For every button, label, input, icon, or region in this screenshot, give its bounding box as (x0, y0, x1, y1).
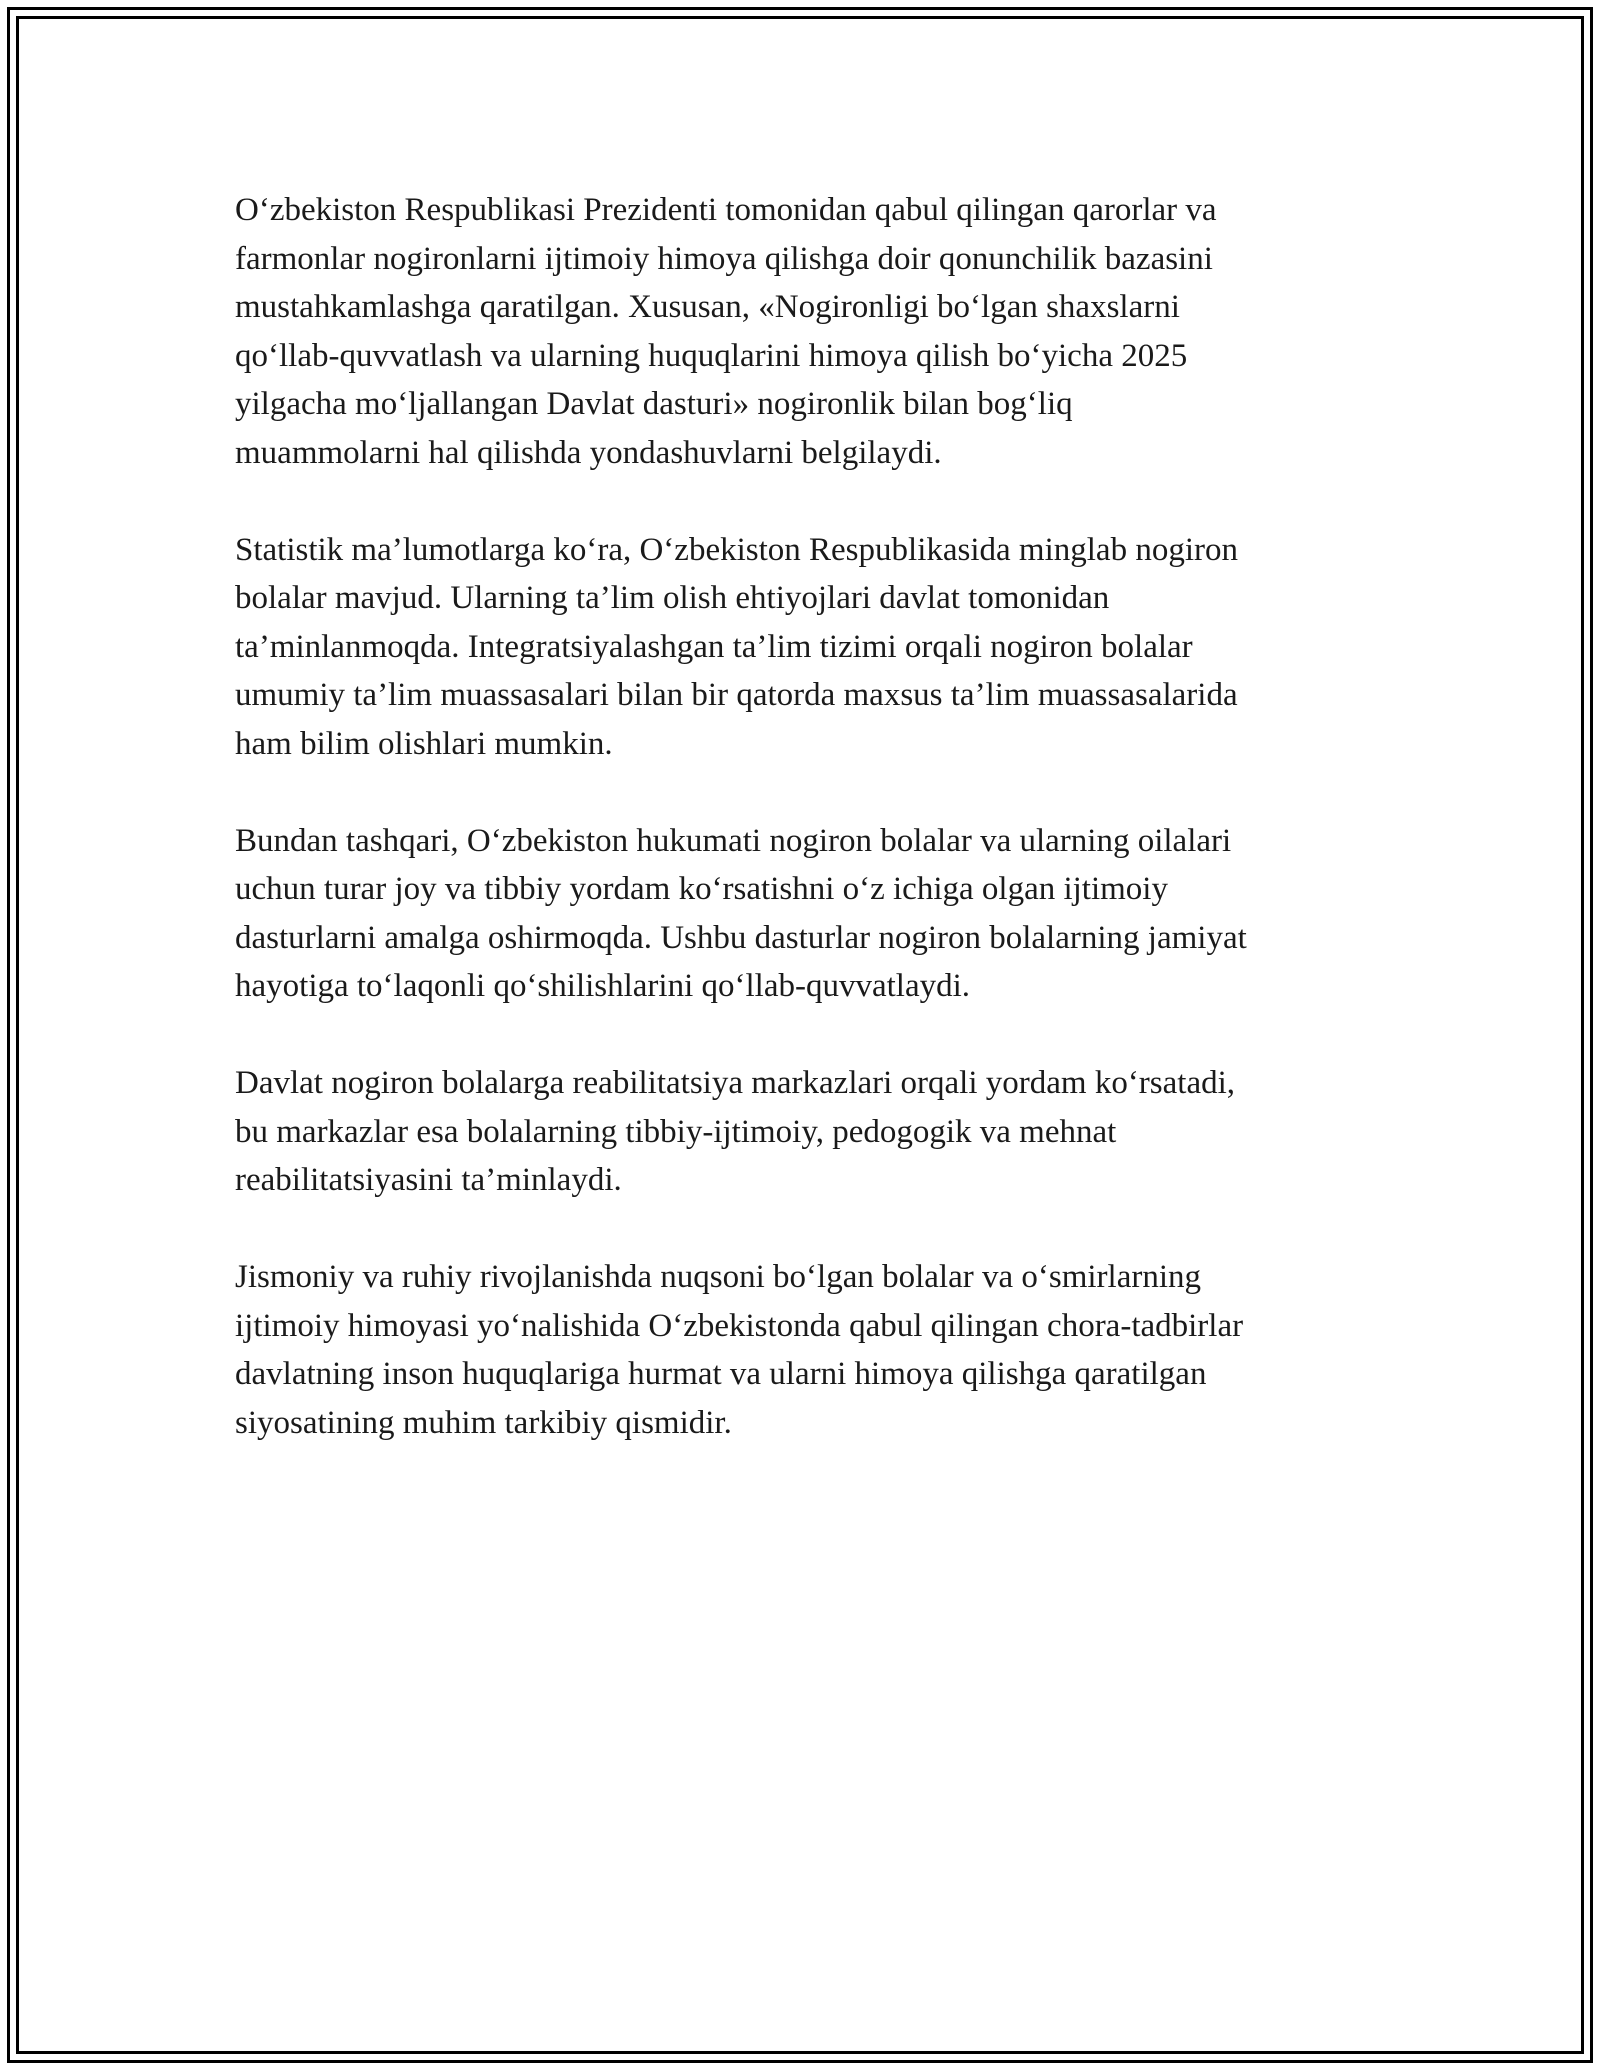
paragraph-legislation: O‘zbekiston Respublikasi Prezidenti tomonidan qabul qilingan qarorlar va farmonlar nogironlarni ijtimoiy himoya qilishga doir qonunchilik bazasini mustahkamlashga qaratilgan. Xususan, «Nogironligi bo‘lgan shaxslarni qo‘llab-quvvatlash va ularning huquqlarini himoya qilish bo‘yicha 2025 yilgacha mo‘ljallangan Davlat dasturi» nogironlik bilan bog‘liq muammolarni hal qilishda yondashuvlarni belgilaydi. (235, 192, 1217, 471)
document-body (235, 186, 1375, 1496)
paragraph-conclusion: Jismoniy va ruhiy rivojlanishda nuqsoni bo‘lgan bolalar va o‘smirlarning ijtimoiy himoyasi yo‘nalishida O‘zbekistonda qabul qilingan chora-tadbirlar davlatning inson huquqlariga hurmat va ularni himoya qilishga qaratilgan siyosatining muhim tarkibiy qismidir. (235, 1259, 1244, 1441)
paragraph-rehabilitation: Davlat nogiron bolalarga reabilitatsiya markazlari orqali yordam ko‘rsatadi, bu markazlar esa bolalarning tibbiy-ijtimoiy, pedogogik va mehnat reabilitatsiyasini ta’minlaydi. (235, 1065, 1236, 1198)
paragraph-social-programs: Bundan tashqari, O‘zbekiston hukumati nogiron bolalar va ularning oilalari uchun turar joy va tibbiy yordam ko‘rsatishni o‘z ichiga olgan ijtimoiy dasturlarni amalga oshirmoqda. Ushbu dasturlar nogiron bolalarning jamiyat hayotiga to‘laqonli qo‘shilishlarini qo‘llab-quvvatlaydi. (235, 822, 1247, 1004)
paragraph-statistics: Statistik ma’lumotlarga ko‘ra, O‘zbekiston Respublikasida minglab nogiron bolalar mavjud. Ularning ta’lim olish ehtiyojlari davlat tomonidan ta’minlanmoqda. Integratsiyalashgan ta’lim tizimi orqali nogiron bolalar umumiy ta’lim muassasalari bilan bir qatorda maxsus ta’lim muassasalarida ham bilim olishlari mumkin. (235, 531, 1238, 762)
